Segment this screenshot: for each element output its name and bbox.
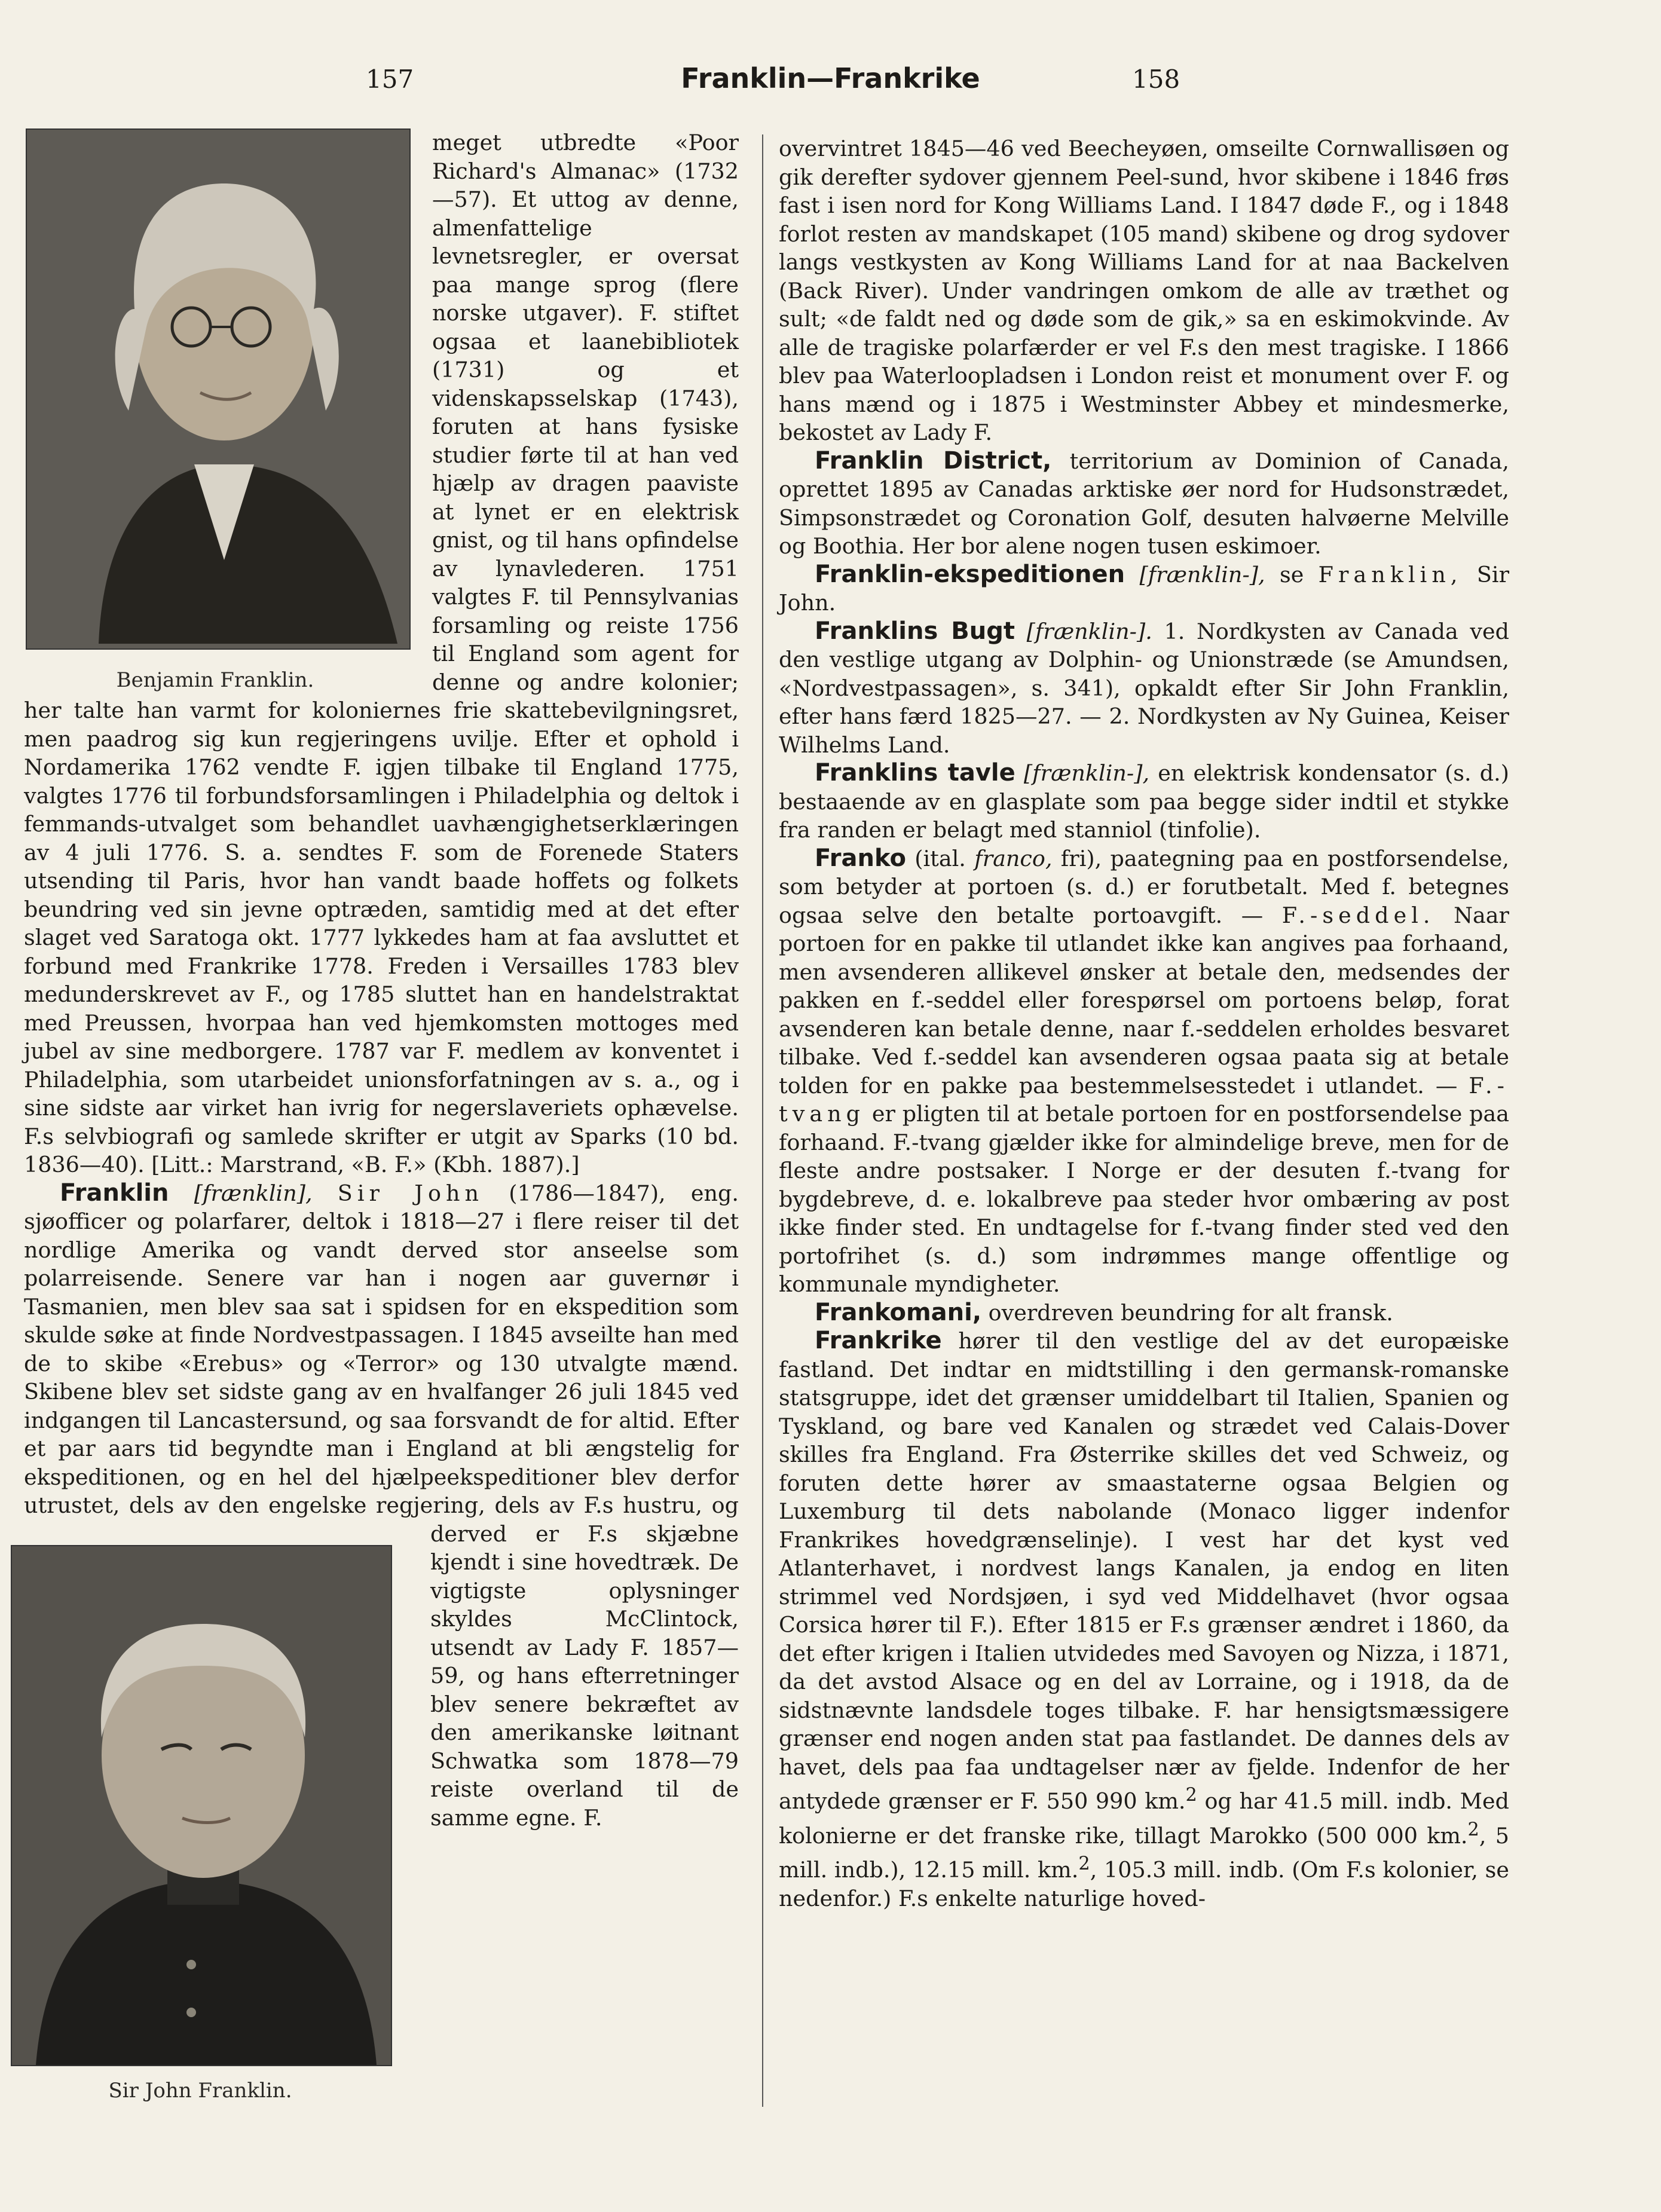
franko-italic: franco, (974, 845, 1053, 871)
pronunciation: [frænklin], (194, 1180, 313, 1206)
entry-franklin-district (779, 447, 1509, 561)
headword-franklin-district: Franklin District, (815, 446, 1052, 475)
headword-franko: Franko (815, 844, 906, 872)
eksp-see: se (1279, 561, 1304, 588)
name-sir-john: Sir John (337, 1180, 484, 1206)
entry-frankomani (779, 1299, 1509, 1327)
john-caption: Sir John Franklin. (108, 2079, 292, 2103)
tvang-word: F.-tvang (779, 1072, 1509, 1127)
tavle-pronunciation: [frænklin-], (1023, 760, 1150, 786)
john-franklin-text: (1786—1847), eng. sjøofficer og polarfarer, deltok i 1818—27 i flere reiser til det nordlige Amerika og vandt derved stor anseelse som polarreisende. Senere var han i nogen aar guvernør i Tasmanien, men blev saa sat i spidsen for en ekspedition som skulde søke at finde Nordvestpassagen. I 1845 avseilte han med de to skibe «Erebus» og «Terror» og 130 utvalgte mænd. Skibene blev set sidste gang av en hvalfanger 26 juli 1845 ved indgangen til Lancastersund, og saa forsvandt de for altid. Efter et par aars tid begyndte man i England at bli ængstelig for ekspeditionen, og en hel del hjælpeekspeditioner blev derfor utrustet, dels av den engelske regjering, dels av F.s hustru, og derved er F.s skjæbne kjendt i sine hovedtræk. De vigtigste oplysninger skyldes McClintock, utsendt av Lady F. 1857—59, og hans efterretninger blev senere bekræftet av den amerikanske løitnant Schwatka som 1878—79 reiste overland til de samme egne. F. (24, 1180, 739, 1831)
column-divider (762, 134, 763, 2107)
headword-franklins-bugt: Franklins Bugt (815, 617, 1015, 645)
superscript: 2 (1467, 1819, 1479, 1840)
komani-text: overdreven beundring for alt fransk. (988, 1299, 1393, 1326)
eksp-pronunciation: [frænklin-], (1139, 561, 1265, 588)
rike-text-c: , 5 mill. indb.), 12.15 mill. km. (779, 1822, 1509, 1883)
benjamin-franklin-text: meget utbredte «Poor Richard's Almanac» (1732—57). Et uttog av denne, almenfattelige levnetsregler, er oversat paa mange sprog (flere norske utgaver). F. stiftet ogsaa et laanebibliotek (1731) og et videnskapsselskap (1743), foruten at hans fysiske studier førte til at han ved hjælp av dragen paaviste at lynet er en elektrisk gnist, og til hans opfindelse av lynavlederen. 1751 valgtes F. til Pennsylvanias forsamling og reiste 1756 til England som agent for denne og andre kolonier; her talte han varmt for koloniernes frie skattebevilgningsret, men paadrog sig kun regjeringens uvilje. Efter et ophold i Nordamerika 1762 vendte F. igjen tilbake til England 1775, valgtes 1776 til forbundsforsamlingen i Philadelphia og deltok i femmands-utvalget som behandlet uavhængighetserklæringen av 4 juli 1776. S. a. sendtes F. som de Forenede Staters utsending til Paris, hvor han vandt baade hoffets og folkets beundring ved sin jevne optræden, samtidig med at det efter slaget ved Saratoga okt. 1777 lykkedes ham at faa avsluttet et forbund med Frankrike 1778. Freden i Versailles 1783 blev medunderskrevet av F., og 1785 sluttet han en handelstraktat med Preussen, hvorpaa han ved hjemkomsten mottoges med jubel av sine medborgere. 1787 var F. medlem av konventet i Philadelphia, som utarbeidet unionsforfatningen av s. a., og i sine sidste aar virket han ivrig for negerslaveriets ophævelse. F.s selvbiografi og samlede skrifter er utgit av Sparks (10 bd. 1836—40). [Litt.: Marstrand, «B. F.» (Kbh. 1887).] (24, 130, 739, 1177)
right-column (779, 134, 1509, 1913)
tvang-text: er pligten til at betale portoen for en postforsendelse paa forhaand. F.-tvang gjælder ikke for almindelige breve, men for de fleste andre postsaker. I Norge er der desuten f.-tvang for bygdebreve, d. e. lokalbreve paa steder hvor ombæring av post ikke finder sted. En undtagelse for f.-tvang finder sted ved den portofrihet (s. d.) som indrømmes mange offentlige og kommunale myndigheter. (779, 1101, 1509, 1297)
entry-franko (779, 845, 1509, 1299)
superscript: 2 (1078, 1853, 1090, 1875)
bugt-pronunciation: [frænklin-]. (1026, 618, 1152, 644)
john-franklin-continuation: overvintret 1845—46 ved Beecheyøen, omseilte Cornwallisøen og gik derefter sydover gjennem Peel-sund, hvor skibene i 1846 frøs fast i isen nord for Kong Williams Land. I 1847 døde F., og i 1848 forlot resten av mandskapet (105 mand) skibene og drog sydover langs vestkysten av Kong Williams Land for at naa Backelven (Back River). Under vandringen omkom de alle av træthet og sult; «de faldt ned og døde som de gik,» sa en eskimokvinde. Av alle de tragiske polarfærder er vel F.s den mest tragiske. I 1866 blev paa Waterloopladsen i London reist et monument over F. og hans mænd og i 1875 i Westminster Abbey et mindesmerke, bekostet av Lady F. (779, 136, 1509, 445)
benjamin-caption: Benjamin Franklin. (116, 668, 314, 692)
district-text: territorium av Dominion of Canada, oprettet 1895 av Canadas arktiske øer nord for Hudsonstrædet, Simpsonstrædet og Coronation Golf, desuten halvøerne Melville og Boothia. Her bor alene nogen tusen eskimoer. (779, 448, 1510, 559)
portrait-drawing (12, 1546, 391, 2065)
portrait-drawing (27, 130, 409, 648)
eksp-reference-2: Sir John. (779, 561, 1510, 616)
running-title: Franklin—Frankrike (681, 62, 980, 94)
franko-text-a: (ital. (914, 845, 966, 871)
sir-john-franklin-portrait (11, 1545, 392, 2066)
benjamin-franklin-portrait (26, 129, 411, 650)
entry-franklins-tavle (779, 759, 1509, 845)
entry-franklins-bugt (779, 617, 1509, 760)
rike-text-a: hører til den vestlige del av det europæiske fastland. Det indtar en midtstilling i den germansk-romanske statsgruppe, idet det grænser umiddelbart til Italien, Spanien og Tyskland, og bare ved Kanalen og strædet ved Calais-Dover skilles fra England. Fra Østerrike skilles det ved Schweiz, og foruten dette hører av smaastaterne ogsaa Belgien og Luxemburg til dets nabolande (Monaco ligger indenfor Frankrikes hovedgrænselinje). I vest har det kyst ved Atlanterhavet, i nordvest langs Kanalen, ja endog en liten strimmel ved Nordsjøen, i syd ved Middelhavet (hvor ogsaa Corsica hører til F.). Efter 1815 er F.s grænser ændret i 1860, da det efter krigen i Italien utvidedes med Savoyen og Nizza, i 1871, da det avstod Alsace og en del av Lorraine, og i 1918, da de sidstnævnte landsdele toges tilbake. F. har hensigtsmæssigere grænser end nogen anden stat paa fastlandet. De dannes dels av havet, dels paa faa undtagelser nær av fjelde. Indenfor de her antydede grænser er F. 550 990 km. (779, 1328, 1509, 1815)
headword-franklins-tavle: Franklins tavle (815, 759, 1015, 787)
page-number-left: 157 (366, 65, 414, 94)
rike-text-b: og har 41.5 mill. indb. Med kolonierne er det franske rike, tillagt Marokko (500 000 km. (779, 1788, 1509, 1849)
headword-frankrike: Frankrike (815, 1327, 942, 1354)
seddel-text: Naar portoen for en pakke til utlandet ikke kan angives paa forhaand, men avsenderen allikevel ønsker at betale den, medsendes der pakken en f.-seddel eller forespørsel om portoens beløp, forat avsenderen kan betale denne, naar f.-seddelen erholdes besvaret tilbake. Ved f.-seddel kan avsenderen ogsaa paata sig at betale tolden for en pakke paa bestemmelsesstedet i utlandet. — (779, 902, 1509, 1099)
seddel-word: F.-seddel. (1281, 902, 1435, 928)
franko-text-b: fri), paategning paa en postforsendelse, som betyder at portoen (s. d.) er forutbetalt. Med f. betegnes ogsaa selve den betalte portoavgift. — (779, 845, 1510, 928)
bugt-text: 1. Nordkysten av Canada ved den vestlige utgang av Dolphin- og Unionstræde (se Amundsen, «Nordvestpassagen», s. 341), opkaldt efter Sir John Franklin, efter hans færd 1825—27. — 2. Nordkysten av Ny Guinea, Keiser Wilhelms Land. (779, 618, 1509, 758)
entry-franklin-ekspeditionen (779, 561, 1509, 617)
headword-franklin-ekspeditionen: Franklin-ekspeditionen (815, 560, 1125, 588)
tavle-text: en elektrisk kondensator (s. d.) bestaaende av en glasplate som paa begge sider indtil et stykke fra randen er belagt med stanniol (tinfolie). (779, 760, 1509, 843)
eksp-reference[interactable]: Franklin, (1318, 561, 1463, 588)
page-number-right: 158 (1132, 65, 1180, 94)
superscript: 2 (1185, 1785, 1197, 1806)
headword-frankomani: Frankomani, (815, 1298, 982, 1326)
entry-frankrike (779, 1327, 1509, 1913)
rike-text-d: , 105.3 mill. indb. (Om F.s kolonier, se nedenfor.) F.s enkelte naturlige hoved- (779, 1857, 1509, 1911)
headword-franklin: Franklin (60, 1179, 169, 1207)
